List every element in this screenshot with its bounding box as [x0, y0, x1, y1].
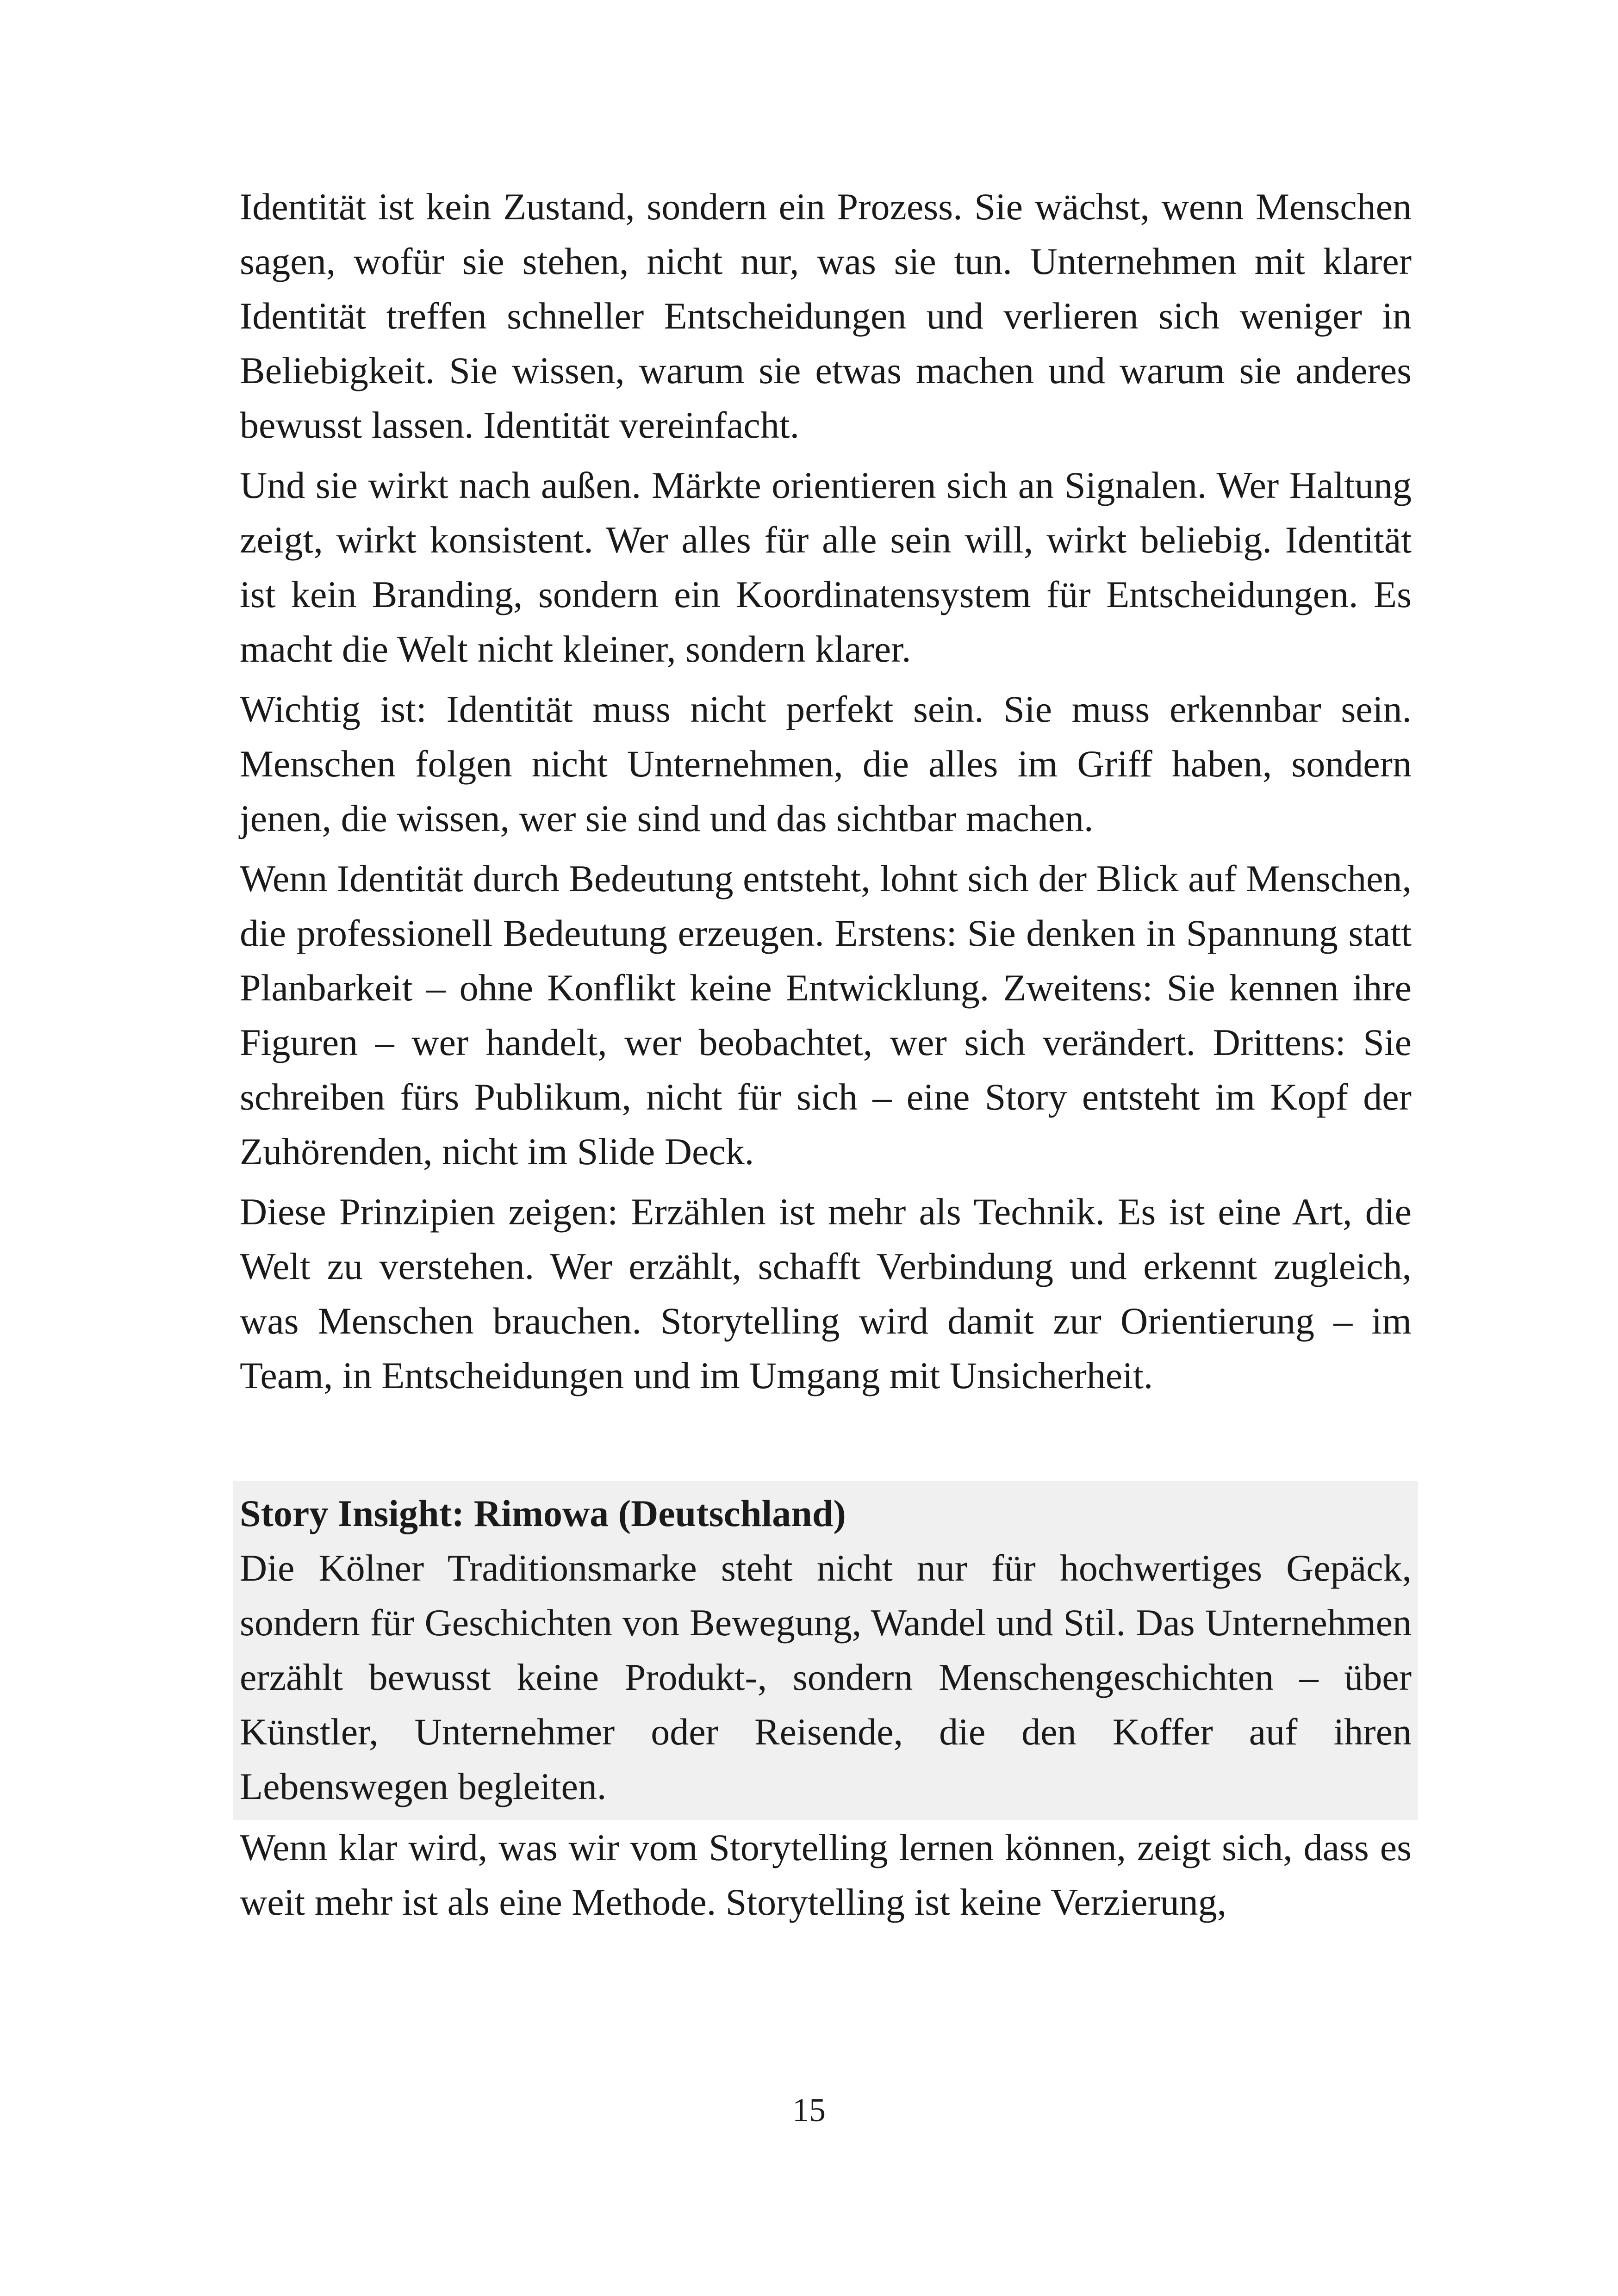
- page-content: [240, 180, 1412, 1935]
- story-insight-text: Die Kölner Traditionsmarke steht nicht nur für hochwertiges Gepäck, sondern für Geschichten von Bewegung, Wandel und Stil. Das Unternehmen erzählt bewusst keine Produkt-, sondern Menschengeschichten – über Künstler, Unternehmer oder Reisende, die den Koffer auf ihren Lebenswegen begleiten.: [240, 1547, 1412, 1807]
- body-paragraph: Wichtig ist: Identität muss nicht perfekt sein. Sie muss erkennbar sein. Menschen folgen nicht Unternehmen, die alles im Griff haben, sondern jenen, die wissen, wer sie sind und das sichtbar machen.: [240, 688, 1412, 839]
- page-number: 15: [792, 2091, 826, 2128]
- body-paragraph: Identität ist kein Zustand, sondern ein Prozess. Sie wächst, wenn Menschen sagen, wofür sie stehen, nicht nur, was sie tun. Unternehmen mit klarer Identität treffen schneller Entscheidungen und verlieren sich weniger in Beliebigkeit. Sie wissen, warum sie etwas machen und warum sie anderes bewusst lassen. Identität vereinfacht.: [240, 186, 1412, 446]
- story-insight-title: Story Insight: Rimowa (Deutschland): [240, 1492, 846, 1534]
- story-insight-box: [233, 1481, 1418, 1820]
- body-paragraph: Und sie wirkt nach außen. Märkte orientieren sich an Signalen. Wer Haltung zeigt, wirkt konsistent. Wer alles für alle sein will, wirkt beliebig. Identität ist kein Branding, sondern ein Koordinatensystem für Entscheidungen. Es macht die Welt nicht kleiner, sondern klarer.: [240, 464, 1412, 670]
- continuation-paragraph: Wenn klar wird, was wir vom Storytelling lernen können, zeigt sich, dass es weit mehr ist als eine Methode. Storytelling ist keine Verzierung,: [240, 1826, 1412, 1923]
- body-paragraph: Wenn Identität durch Bedeutung entsteht, lohnt sich der Blick auf Menschen, die professionell Bedeutung erzeugen. Erstens: Sie denken in Spannung statt Planbarkeit – ohne Konflikt keine Entwicklung. Zweitens: Sie kennen ihre Figuren – wer handelt, wer beobachtet, wer sich verändert. Drittens: Sie schreiben fürs Publikum, nicht für sich – eine Story entsteht im Kopf der Zuhörenden, nicht im Slide Deck.: [240, 857, 1412, 1173]
- body-paragraph: Diese Prinzipien zeigen: Erzählen ist mehr als Technik. Es ist eine Art, die Welt zu verstehen. Wer erzählt, schafft Verbindung und erkennt zugleich, was Menschen brauchen. Storytelling wird damit zur Orientierung – im Team, in Entscheidungen und im Umgang mit Unsicherheit.: [240, 1191, 1412, 1396]
